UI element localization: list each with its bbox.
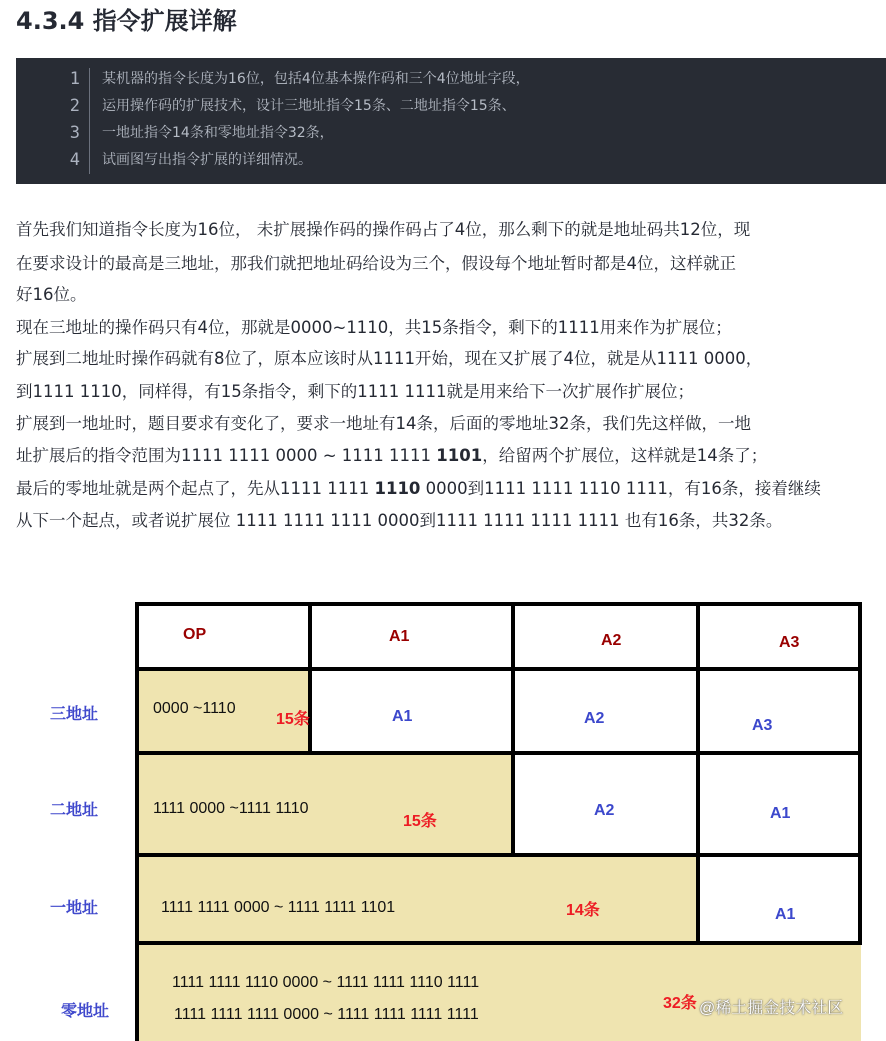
three-address-opcode-range: 0000 ~1110 [153, 700, 236, 717]
three-address-a2: A2 [584, 710, 605, 727]
paragraph-line: 首先我们知道指令长度为16位， 未扩展操作码的操作码占了4位，那么剩下的就是地址码共12位，现 [16, 220, 751, 239]
opcode-fill-zero [137, 944, 861, 1041]
three-address-count: 15条 [276, 711, 310, 728]
text-span: 0000到1111 1111 1110 1111，有16条，接着继续 [420, 479, 821, 498]
grid-line [308, 602, 312, 755]
watermark: @稀土掘金技术社区 [699, 1000, 844, 1017]
two-address-count: 15条 [403, 813, 437, 830]
grid-line [135, 602, 139, 1041]
paragraph-line [16, 475, 886, 504]
three-address-a3: A3 [752, 717, 773, 734]
grid-line [858, 602, 862, 945]
one-address-a1: A1 [775, 906, 796, 923]
paragraph-line: 在要求设计的最高是三地址，那我们就把地址码给设为三个，假设每个地址暂时都是4位，这样就正 [16, 254, 736, 273]
instruction-expansion-diagram [0, 590, 886, 1041]
grid-line [135, 941, 862, 945]
text-span: 最后的零地址就是两个起点了，先从1111 1111 [16, 479, 375, 498]
row-label-two-address: 二地址 [50, 802, 99, 819]
header-op: OP [183, 626, 207, 643]
text-span: 址扩展后的指令范围为1111 1111 0000 ~ 1111 1111 [16, 446, 437, 465]
one-address-opcode-range: 1111 1111 0000 ~ 1111 1111 1101 [161, 899, 396, 916]
line-number: 4 [69, 150, 80, 170]
code-text: 一地址指令14条和零地址指令32条， [102, 125, 334, 141]
grid-line [511, 602, 515, 857]
code-text: 某机器的指令长度为16位，包括4位基本操作码和三个4位地址字段， [102, 71, 530, 87]
grid-line [696, 602, 700, 945]
one-address-count: 14条 [566, 902, 600, 919]
zero-address-opcode-range-1: 1111 1111 1110 0000 ~ 1111 1111 1110 1111 [172, 974, 480, 991]
code-block [16, 58, 886, 184]
paragraph-line: 扩展到二地址时操作码就有8位了，原本应该时从1111开始，现在又扩展了4位，就是从1111 0000， [16, 349, 763, 368]
code-text: 运用操作码的扩展技术，设计三地址指令15条、二地址指令15条、 [102, 98, 516, 114]
row-label-zero-address: 零地址 [61, 1003, 110, 1020]
line-number: 3 [69, 123, 80, 143]
two-address-a1: A1 [770, 805, 791, 822]
bold-text: 1110 [374, 479, 421, 498]
grid-line [135, 853, 862, 857]
bold-text: 1101 [436, 446, 483, 465]
paragraph-line: 现在三地址的操作码只有4位，那就是0000~1110，共15条指令，剩下的1111用来作为扩展位； [16, 318, 732, 337]
paragraph-line: 扩展到一地址时，题目要求有变化了，要求一地址有14条，后面的零地址32条，我们先这样做，一地 [16, 414, 751, 433]
two-address-a2: A2 [594, 802, 615, 819]
two-address-opcode-range: 1111 0000 ~1111 1110 [153, 800, 309, 817]
paragraph-line: 好16位。 [16, 285, 87, 304]
line-number: 2 [69, 96, 80, 116]
paragraph-line [16, 442, 886, 471]
code-text: 试画图写出指令扩展的详细情况。 [102, 152, 312, 168]
paragraph-line: 到1111 1110，同样得，有15条指令，剩下的1111 1111就是用来给下一次扩展作扩展位； [16, 382, 694, 401]
row-label-one-address: 一地址 [50, 900, 99, 917]
grid-line [135, 667, 862, 671]
header-a2: A2 [601, 632, 622, 649]
line-number: 1 [69, 69, 80, 89]
row-label-three-address: 三地址 [50, 706, 99, 723]
three-address-a1: A1 [392, 708, 413, 725]
zero-address-opcode-range-2: 1111 1111 1111 0000 ~ 1111 1111 1111 1111 [174, 1006, 479, 1023]
text-span: ，给留两个扩展位，这样就是14条了； [482, 446, 768, 465]
grid-line [135, 751, 862, 755]
header-a3: A3 [779, 634, 800, 651]
header-a1: A1 [389, 628, 410, 645]
grid-line [135, 602, 862, 606]
code-gutter-divider [89, 68, 90, 174]
paragraph-line: 从下一个起点，或者说扩展位 1111 1111 1111 0000到1111 1111 1111 1111 也有16条，共32条。 [16, 511, 783, 530]
zero-address-count: 32条 [663, 995, 697, 1012]
section-heading: 4.3.4 指令扩展详解 [16, 7, 237, 35]
